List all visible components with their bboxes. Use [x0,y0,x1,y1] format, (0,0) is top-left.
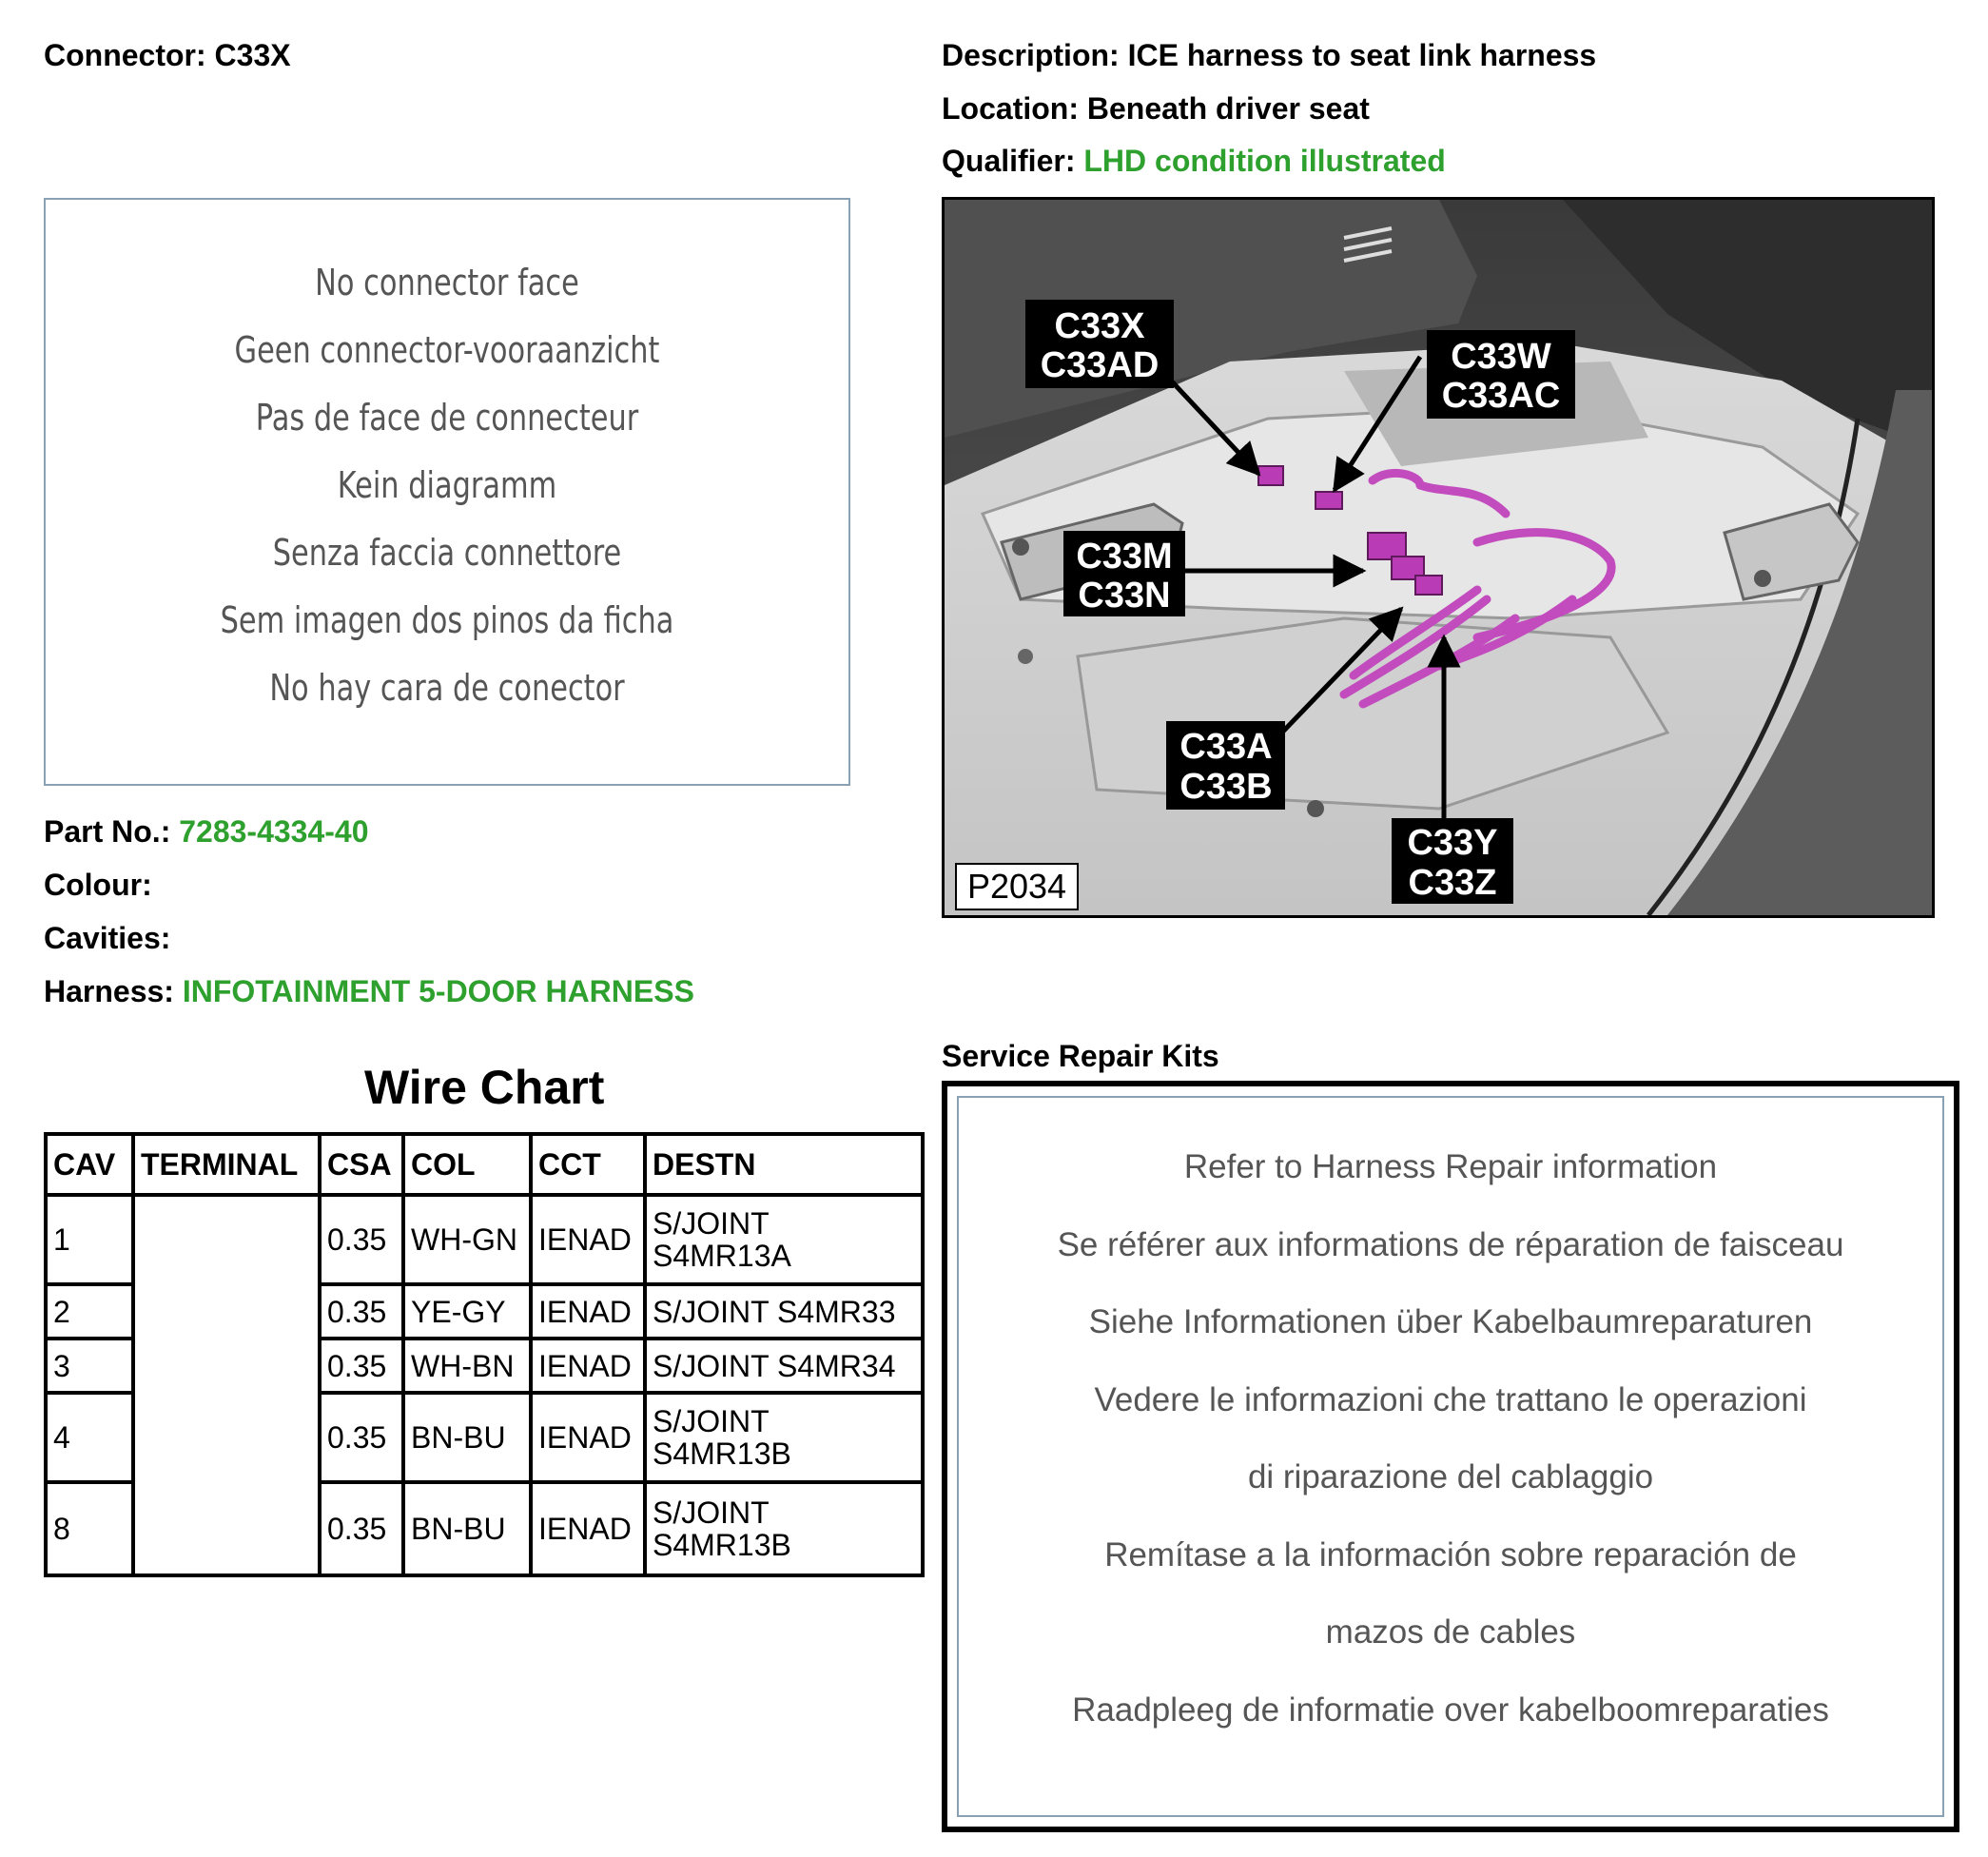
cell-cct: IENAD [533,1484,647,1574]
location-field [942,91,1370,127]
no-face-line: Kein diagramm [337,464,557,506]
cell-csa: 0.35 [322,1484,405,1574]
harness-field [44,974,694,1009]
repair-kit-line: Vedere le informazioni che trattano le operazioni [1094,1380,1807,1418]
label-c33z: C33Z [1408,863,1497,903]
cell-cct: IENAD [533,1197,647,1286]
repair-kit-line: Raadpleeg de informatie over kabelboomreparaties [1072,1691,1829,1729]
harness-label: Harness: [44,974,174,1008]
part-number-value[interactable]: 7283-4334-40 [179,814,369,849]
cell-col: BN-BU [405,1395,533,1484]
connector-value: C33X [214,38,291,72]
location-label: Location: [942,91,1079,126]
cell-destn: S/JOINT S4MR34 [647,1340,921,1395]
cavities-label: Cavities: [44,921,171,955]
no-connector-face-panel [44,198,850,786]
cell-cct: IENAD [533,1340,647,1395]
cell-csa: 0.35 [322,1395,405,1484]
wire-chart-table [44,1132,925,1577]
label-c33ac: C33AC [1441,376,1561,416]
part-number-field [44,814,369,850]
wire-chart-title: Wire Chart [364,1061,605,1114]
cell-csa: 0.35 [322,1340,405,1395]
part-number-label: Part No.: [44,814,171,849]
cell-destn: S/JOINT S4MR33 [647,1286,921,1340]
cell-col: WH-GN [405,1197,533,1286]
cell-csa: 0.35 [322,1197,405,1286]
connector-label: Connector: [44,38,206,72]
location-value: Beneath driver seat [1086,91,1370,126]
cell-cct: IENAD [533,1286,647,1340]
description-field [942,38,1596,73]
colour-field [44,868,152,903]
connector-location-illustration [942,197,1935,918]
label-c33w: C33W [1451,337,1551,377]
repair-kit-line: mazos de cables [1325,1613,1576,1651]
qualifier-label: Qualifier: [942,144,1076,178]
qualifier-value[interactable]: LHD condition illustrated [1083,144,1446,178]
header-terminal: TERMINAL [135,1136,322,1197]
table-header-row [48,1136,921,1197]
label-c33a: C33A [1179,727,1273,767]
label-c33y: C33Y [1407,823,1498,863]
cell-cav: 8 [48,1484,135,1574]
cell-col: BN-BU [405,1484,533,1574]
cell-destn: S/JOINT S4MR13B [653,1495,791,1562]
description-value: ICE harness to seat link harness [1127,38,1597,72]
header-csa: CSA [322,1136,405,1197]
illustration-ref: P2034 [966,867,1067,906]
no-face-line: Senza faccia connettore [272,532,622,574]
qualifier-field [942,144,1446,179]
repair-kit-line: Remítase a la información sobre reparación de [1104,1535,1797,1574]
header-cct: CCT [533,1136,647,1197]
cell-destn: S/JOINT S4MR13A [647,1197,921,1286]
label-c33m: C33M [1076,537,1173,577]
harness-value[interactable]: INFOTAINMENT 5-DOOR HARNESS [182,974,694,1008]
cell-destn: S/JOINT S4MR13B [647,1395,921,1484]
table-row [48,1197,921,1286]
header-col: COL [405,1136,533,1197]
repair-kit-line: Se référer aux informations de réparation de faisceau [1057,1225,1844,1263]
cell-cav: 3 [48,1340,135,1395]
no-face-line: Pas de face de connecteur [255,397,639,439]
connector-field [44,38,291,73]
repair-kit-line: Siehe Informationen über Kabelbaumreparaturen [1088,1303,1813,1340]
repair-kits-panel [942,1081,1959,1832]
cavities-field [44,921,170,956]
repair-kit-line: di riparazione del cablaggio [1247,1458,1654,1495]
header-destn: DESTN [647,1136,921,1197]
header-cav: CAV [48,1136,135,1197]
cell-cav: 4 [48,1395,135,1484]
label-c33n: C33N [1078,576,1171,616]
cell-col: WH-BN [405,1340,533,1395]
no-face-line: Sem imagen dos pinos da ficha [220,599,674,641]
label-c33b: C33B [1179,767,1273,807]
cell-cav: 1 [48,1197,135,1286]
cell-terminal [135,1197,322,1574]
cell-cav: 2 [48,1286,135,1340]
no-face-line: No connector face [315,262,579,303]
repair-kits-title: Service Repair Kits [942,1039,1219,1073]
repair-kits-inner-frame [957,1096,1944,1817]
label-c33ad: C33AD [1040,345,1160,385]
cell-csa: 0.35 [322,1286,405,1340]
cell-cct: IENAD [533,1395,647,1484]
label-c33x: C33X [1054,306,1145,346]
cell-col: YE-GY [405,1286,533,1340]
repair-kit-line: Refer to Harness Repair information [1183,1148,1718,1185]
colour-label: Colour: [44,868,152,902]
no-face-line: Geen connector-vooraanzicht [234,329,660,371]
no-face-line: No hay cara de conector [269,667,625,709]
description-label: Description: [942,38,1120,72]
